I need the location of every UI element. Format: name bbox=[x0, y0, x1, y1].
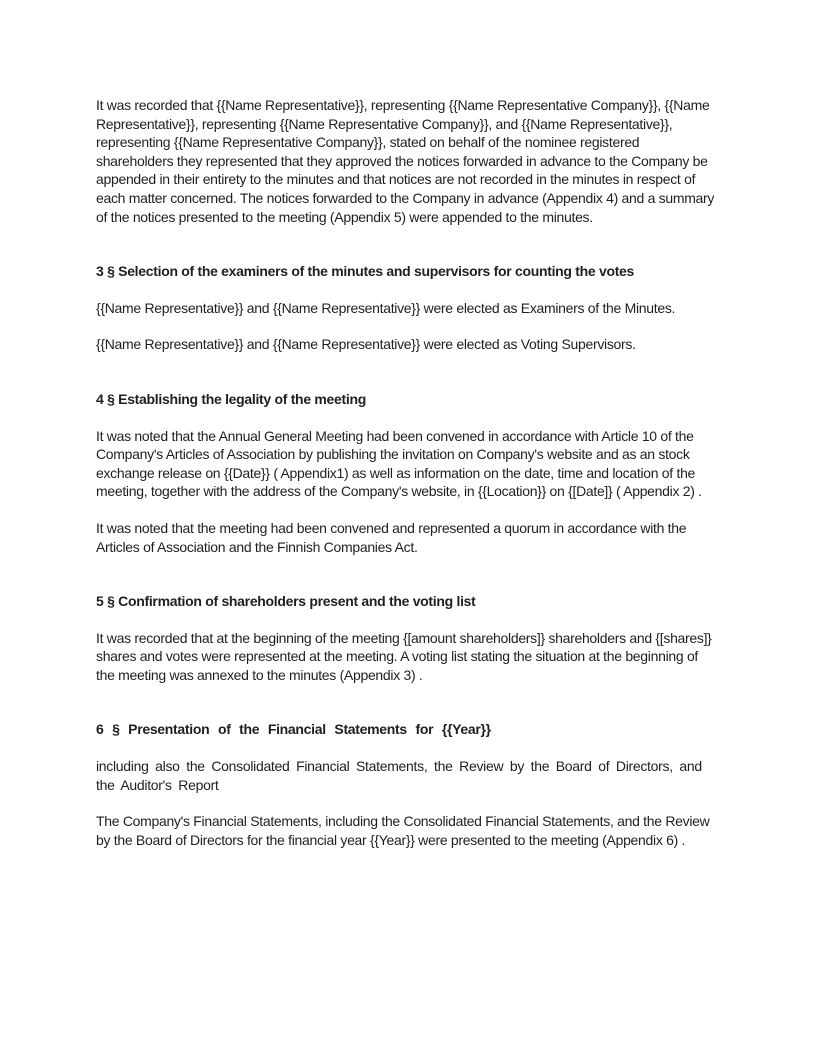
section-4-heading: 4 § Establishing the legality of the meeting bbox=[96, 390, 366, 407]
section-6-paragraph-including: including also the Consolidated Financial Statements, the Review by the Board of Directors, and the Auditor's Report bbox=[96, 758, 702, 793]
section-5-paragraph-voting-list: It was recorded that at the beginning of the meeting {[amount shareholders]} shareholders and {[shares]} shares and votes were represented at the meeting. A voting list stating the situation at the beginning of the meeting was annexed to the minutes (Appendix 3) . bbox=[96, 629, 712, 683]
section-5-heading: 5 § Confirmation of shareholders present and the voting list bbox=[96, 593, 476, 610]
section-6-heading: 6 § Presentation of the Financial Statements for {{Year}} bbox=[96, 721, 491, 738]
section-4-paragraph-quorum: It was noted that the meeting had been convened and represented a quorum in accordance with the Articles of Association and the Finnish Companies Act. bbox=[96, 519, 687, 555]
section-4-paragraph-convening: It was noted that the Annual General Meeting had been convened in accordance with Article 10 of the Company's Articles of Association by publishing the invitation on Company's website and as an stock exchange release on {{Date}} ( Appendix1) as well as information on the date, time and location of the meeting, together with the address of the Company's website, in {{Location}} on {[Date]} ( Appendix 2) . bbox=[96, 427, 702, 500]
section-6-paragraph-presented: The Company's Financial Statements, including the Consolidated Financial Statements, and the Review by the Board of Directors for the financial year {{Year}} were presented to the meeting (Appendix 6) . bbox=[96, 813, 710, 848]
section-3-heading: 3 § Selection of the examiners of the minutes and supervisors for counting the votes bbox=[96, 263, 635, 280]
intro-paragraph: It was recorded that {{Name Representative}}, representing {{Name Representative Company}}, {{Name Representative}}, representing {{Name Representative Company}}, and {{Name Representative}}, representing {{Name Representative Company}}, stated on behalf of the nominee registered shareholders they represented that they approved the notices forwarded in advance to the Company be appended in their entirety to the minutes and that notices are not recorded in the minutes in respect of each matter concerned. The notices forwarded to the Company in advance (Appendix 4) and a summary of the notices presented to the meeting (Appendix 5) were appended to the minutes. bbox=[96, 97, 715, 225]
section-3-paragraph-examiners: {{Name Representative}} and {{Name Representative}} were elected as Examiners of the Minutes. bbox=[96, 299, 676, 316]
section-3-paragraph-voting-supervisors: {{Name Representative}} and {{Name Representative}} were elected as Voting Supervisors. bbox=[96, 336, 636, 353]
